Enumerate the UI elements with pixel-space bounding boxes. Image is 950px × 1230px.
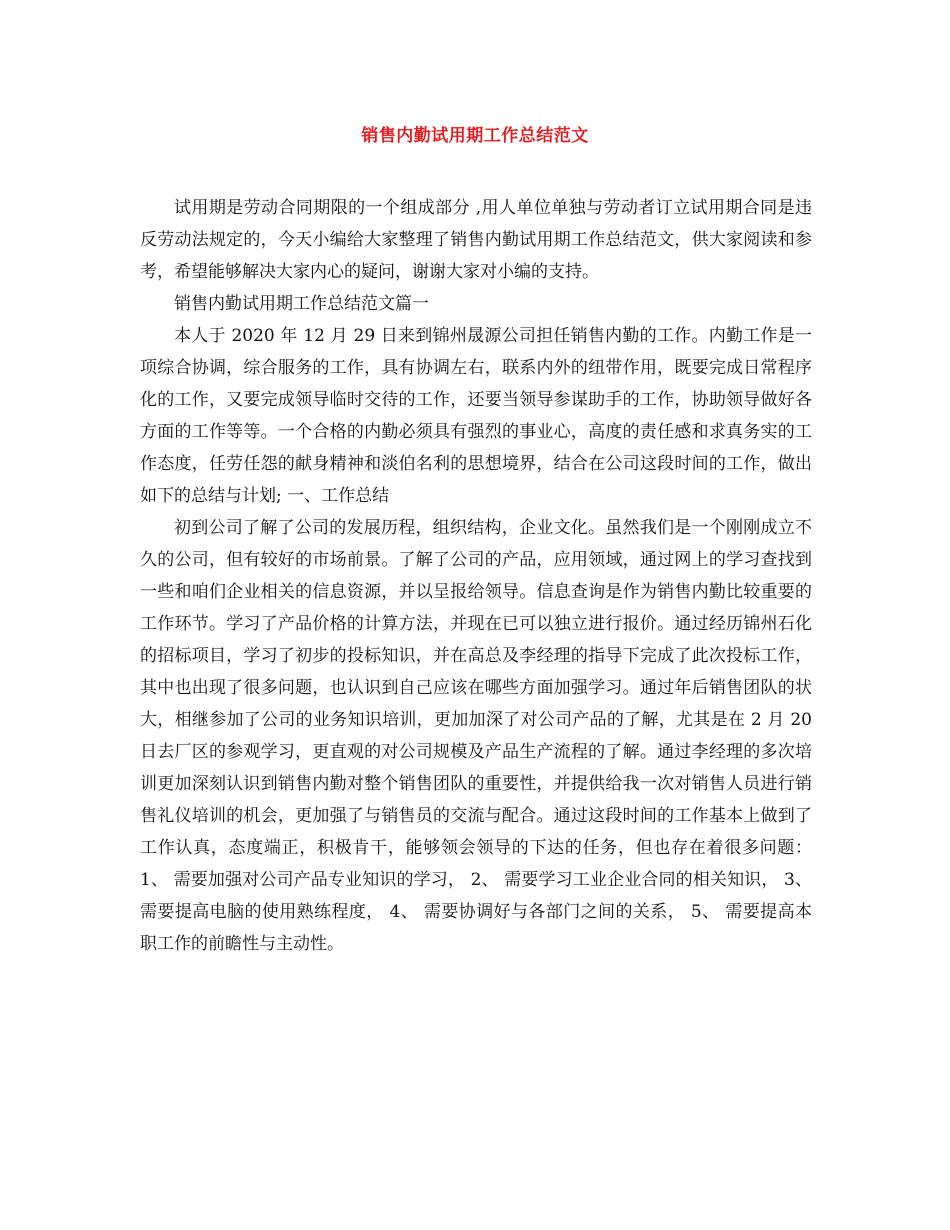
document-body bbox=[140, 192, 812, 960]
paragraph-work-summary: 初到公司了解了公司的发展历程，组织结构，企业文化。虽然我们是一个刚刚成立不久的公司，但有较好的市场前景。了解了公司的产品，应用领域，通过网上的学习查找到一些和咱们企业相关的信息资源，并以呈报给领导。信息查询是作为销售内勤比较重要的工作环节。学习了产品价格的计算方法，并现在已可以独立进行报价。通过经历锦州石化的招标项目，学习了初步的投标知识，并在高总及李经理的指导下完成了此次投标工作，其中也出现了很多问题，也认识到自己应该在哪些方面加强学习。通过年后销售团队的状大，相继参加了公司的业务知识培训，更加加深了对公司产品的了解，尤其是在 2 月 20 日去厂区的参观学习，更直观的对公司规模及产品生产流程的了解。通过李经理的多次培训更加深刻认识到销售内勤对整个销售团队的重要性，并提供给我一次对销售人员进行销售礼仪培训的机会，更加强了与销售员的交流与配合。通过这段时间的工作基本上做到了工作认真，态度端正，积极肯干，能够领会领导的下达的任务，但也存在着很多问题： 1、 需要加强对公司产品专业知识的学习， 2、 需要学习工业企业合同的相关知识， 3、 需要提高电脑的使用熟练程度， 4、 需要协调好与各部门之间的关系， 5、 需要提高本职工作的前瞻性与主动性。 bbox=[140, 518, 812, 954]
paragraph-background: 本人于 2020 年 12 月 29 日来到锦州晟源公司担任销售内勤的工作。内勤工作是一项综合协调，综合服务的工作，具有协调左右，联系内外的纽带作用，既要完成日常程序化的工作，又要完成领导临时交待的工作，还要当领导参谋助手的工作，协助领导做好各方面的工作等等。一个合格的内勤必须具有强烈的事业心，高度的责任感和求真务实的工作态度，任劳任怨的献身精神和淡伯名利的思想境界，结合在公司这段时间的工作，做出如下的总结与计划; 一、工作总结 bbox=[140, 326, 812, 506]
document-title: 销售内勤试用期工作总结范文 bbox=[361, 126, 589, 146]
paragraph-intro: 试用期是劳动合同期限的一个组成部分 ,用人单位单独与劳动者订立试用期合同是违反劳动法规定的，今天小编给大家整理了销售内勤试用期工作总结范文，供大家阅读和参考，希望能够解决大家内心的疑问，谢谢大家对小编的支持。 bbox=[140, 198, 812, 282]
section-heading: 销售内勤试用期工作总结范文篇一 bbox=[174, 294, 429, 314]
